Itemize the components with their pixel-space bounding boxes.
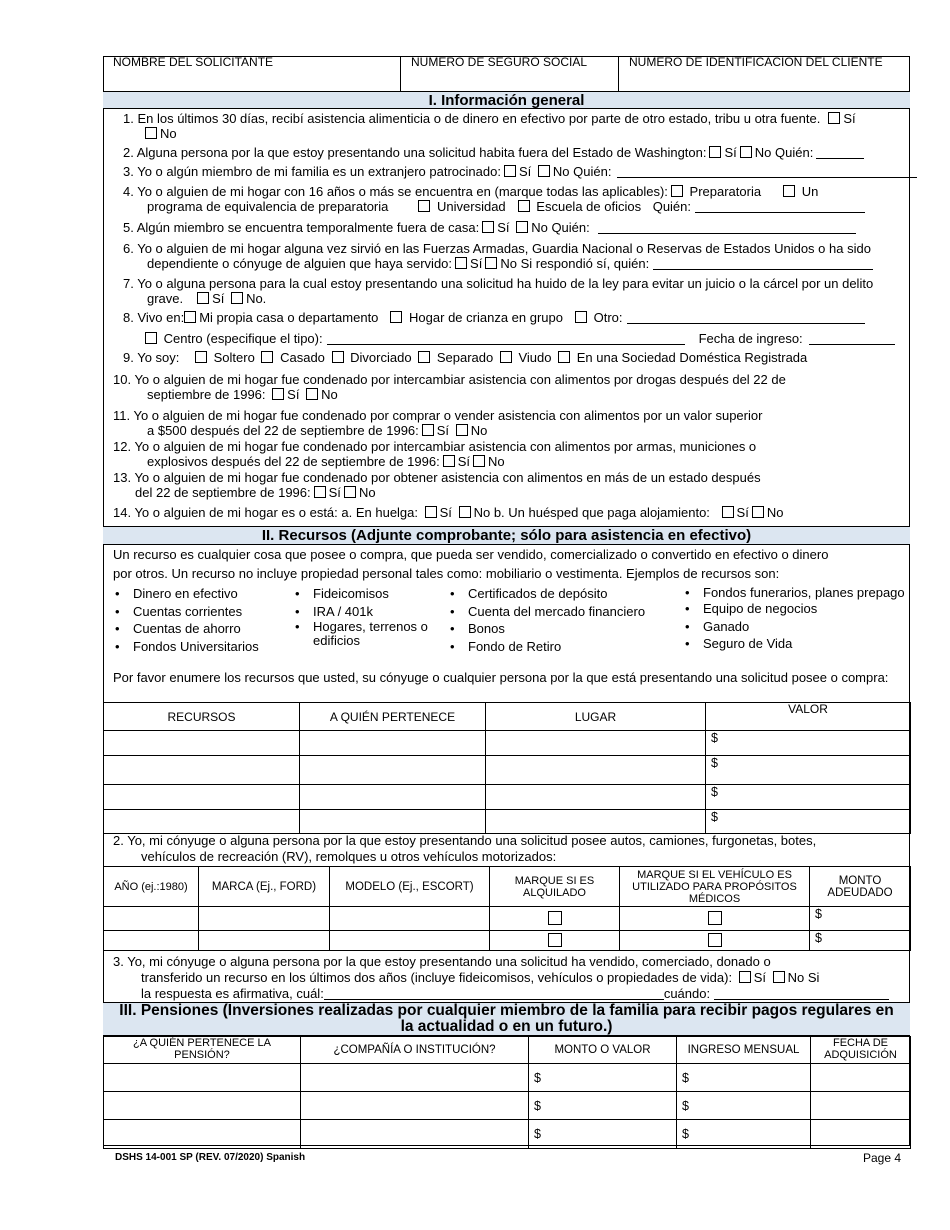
vehicles-question: 2. Yo, mi cónyuge o alguna persona por la que estoy presentando una solicitud posee autos, camiones, furgonetas, botes, (113, 833, 817, 848)
example-item: • Fondos Universitarios (113, 638, 288, 656)
pension-value-cell[interactable] (529, 1120, 677, 1149)
q8-line2 (145, 331, 950, 346)
acquisition-date-cell[interactable] (811, 1120, 911, 1149)
q14b-yes-label: Sí (736, 505, 749, 520)
q7-text-2: grave. (147, 291, 184, 306)
table-row (104, 1064, 911, 1092)
owner-cell[interactable] (300, 731, 486, 756)
q4-prep-label: Preparatoria (689, 184, 762, 199)
institution-cell[interactable] (301, 1064, 529, 1092)
q5-no-checkbox[interactable] (516, 221, 528, 233)
make-header: MARCA (Ej., FORD) (199, 867, 330, 907)
q10-yes-checkbox[interactable] (272, 388, 284, 400)
q6-line2 (147, 256, 950, 271)
transfer-question-3 (141, 986, 948, 1001)
section-1-title: I. Información general (103, 91, 910, 109)
example-item: • Cuentas corrientes (113, 603, 288, 621)
monthly-income-cell[interactable] (677, 1092, 811, 1120)
q1-no (145, 126, 910, 141)
form-identifier: DSHS 14-001 SP (REV. 07/2020) Spanish (115, 1152, 306, 1163)
section-2-intro-1: Un recurso es cualquier cosa que posee o compra, que pueda ser vendido, comercializado o convertido en efectivo o dinero (113, 547, 829, 562)
q2-text: 2. Alguna persona por la que estoy presentando una solicitud habita fuera del Estado de Washington: (123, 145, 707, 160)
q14-text: 14. Yo o alguien de mi hogar es o está: a. En huelga: (113, 505, 419, 520)
transfer-question-text: transferido un recurso en los últimos dos años (incluye fideicomisos, vehículos o propiedades de vida): (141, 970, 733, 985)
q3-yes-checkbox[interactable] (504, 165, 516, 177)
q1-no-checkbox[interactable] (145, 127, 157, 139)
location-cell[interactable] (486, 810, 706, 834)
q1 (123, 111, 910, 126)
example-item: • Dinero en efectivo (113, 585, 288, 603)
pension-owner-cell[interactable] (104, 1120, 301, 1149)
q12-no-label: No (488, 454, 505, 469)
q6-no-label: No (500, 256, 517, 271)
transfer-yes-label: Sí (753, 970, 767, 985)
q9-divorced-label: Divorciado (350, 350, 412, 365)
q4-prep-checkbox[interactable] (671, 185, 683, 197)
example-item: • Fideicomisos (293, 585, 443, 603)
q2-no-checkbox[interactable] (740, 146, 752, 158)
value-cell[interactable] (706, 810, 911, 834)
q10-text-2: septiembre de 1996: (147, 387, 266, 402)
page-number: Page 4 (863, 1151, 902, 1165)
transfer-no-checkbox[interactable] (773, 971, 785, 983)
section-2-title: II. Recursos (Adjunte comprobante; sólo para asistencia en efectivo) (103, 526, 910, 545)
pension-owner-cell[interactable] (104, 1092, 301, 1120)
example-item: • Hogares, terrenos o edificios (293, 620, 443, 648)
transfer-when-label: cuándo: (663, 986, 711, 1001)
q14 (113, 505, 920, 520)
section-2-intro-2: por otros. Un recurso no incluye propiedad personal tales como: mobiliario o vestimenta. Ejemplos de recursos son: (113, 566, 780, 581)
pension-value-header: MONTO O VALOR (529, 1037, 677, 1064)
model-header: MODELO (Ej., ESCORT) (330, 867, 490, 907)
q6-yes-label: Sí (470, 256, 483, 271)
q3-no-checkbox[interactable] (538, 165, 550, 177)
q9-text: 9. Yo soy: (123, 350, 180, 365)
owner-header: A QUIÉN PERTENECE (300, 703, 486, 731)
table-row (104, 1092, 911, 1120)
example-item: • Fondo de Retiro (448, 638, 673, 656)
q12-yes-label: Sí (457, 454, 470, 469)
dollar-sign: $ (682, 1070, 689, 1085)
transfer-si-label: Si (807, 970, 820, 985)
monthly-income-cell[interactable] (677, 1064, 811, 1092)
q4-text: 4. Yo o alguien de mi hogar con 16 años o más se encuentra en (marque todas las aplicables): (123, 184, 668, 199)
q5-who-label: Quién: (551, 220, 590, 235)
q7-yes-label: Sí (212, 291, 225, 306)
q14b-no-checkbox[interactable] (752, 506, 764, 518)
q13-line2 (135, 485, 942, 500)
q9-partnership-checkbox[interactable] (558, 351, 570, 363)
q13 (113, 470, 920, 485)
q10 (113, 372, 920, 387)
q10-yes-label: Sí (287, 387, 300, 402)
q10-no-checkbox[interactable] (306, 388, 318, 400)
transfer-which-label: la respuesta es afirmativa, cuál: (141, 986, 324, 1001)
client-id-field[interactable] (619, 56, 910, 91)
q14b-no-label: No (766, 505, 784, 520)
transfer-yes-checkbox[interactable] (739, 971, 751, 983)
owner-cell[interactable] (300, 756, 486, 785)
q6 (123, 241, 930, 256)
q9-widowed-label: Viudo (518, 350, 552, 365)
amount-owed-cell[interactable] (810, 931, 911, 951)
q7-no-checkbox[interactable] (231, 292, 243, 304)
table-row (104, 785, 911, 810)
q6-no-checkbox[interactable] (485, 257, 497, 269)
q12-text: 12. Yo o alguien de mi hogar fue condenado por intercambiar asistencia con alimentos por armas, municiones o (113, 439, 757, 454)
dollar-sign: $ (815, 907, 822, 921)
q8 (123, 310, 930, 325)
q2-yes-checkbox[interactable] (709, 146, 721, 158)
q6-text: 6. Yo o alguien de mi hogar alguna vez sirvió en las Fuerzas Armadas, Guardia Nacional o Reservas de Estados Unidos o ha sido (123, 241, 871, 256)
model-cell[interactable] (330, 931, 490, 951)
dollar-sign: $ (682, 1127, 689, 1141)
form-page (103, 56, 910, 1146)
q9-partnership-label: En una Sociedad Doméstica Registrada (576, 350, 808, 365)
transfer-question: 3. Yo, mi cónyuge o alguna persona por la que estoy presentando una solicitud ha vendido, comerciado, donado o (113, 954, 771, 969)
example-item: • Certificados de depósito (448, 585, 673, 603)
medical-use-checkbox[interactable] (708, 911, 722, 925)
q11-text: 11. Yo o alguien de mi hogar fue condenado por comprar o vender asistencia con alimentos por un valor superior (113, 408, 763, 423)
pension-value-cell[interactable] (529, 1064, 677, 1092)
q9-separated-checkbox[interactable] (418, 351, 430, 363)
leased-checkbox[interactable] (548, 911, 562, 925)
q1-yes-label: Sí (843, 111, 856, 126)
q11 (113, 408, 920, 423)
example-item: • Equipo de negocios (683, 600, 908, 618)
amount-owed-header: MONTO ADEUDADO (810, 867, 911, 907)
institution-cell[interactable] (301, 1092, 529, 1120)
examples-col-3 (448, 585, 673, 655)
table-row (104, 1120, 911, 1149)
q4-who-label: Quién: (652, 199, 692, 214)
q14a-yes-label: Sí (439, 505, 452, 520)
q9-married-checkbox[interactable] (261, 351, 273, 363)
q2-no-label: No (754, 145, 772, 160)
transfer-question-2 (141, 970, 948, 985)
q14a-no-label: No (473, 505, 491, 520)
q8-date-label: Fecha de ingreso: (698, 331, 803, 346)
model-cell[interactable] (330, 907, 490, 931)
pension-owner-cell[interactable] (104, 1064, 301, 1092)
q8-center-input[interactable] (327, 333, 685, 345)
institution-cell[interactable] (301, 1120, 529, 1149)
location-cell[interactable] (486, 785, 706, 810)
vehicles-table (103, 866, 911, 951)
monthly-income-header: INGRESO MENSUAL (677, 1037, 811, 1064)
q8-own-label: Mi propia casa o departamento (199, 310, 379, 325)
ssn-field[interactable] (401, 56, 619, 91)
q9-single-label: Soltero (213, 350, 255, 365)
monthly-income-cell[interactable] (677, 1120, 811, 1149)
q9-married-label: Casado (280, 350, 325, 365)
q5-yes-checkbox[interactable] (482, 221, 494, 233)
q5 (123, 220, 930, 235)
q9-divorced-checkbox[interactable] (332, 351, 344, 363)
resource-cell[interactable] (104, 810, 300, 834)
dollar-sign: $ (534, 1098, 541, 1113)
owner-cell[interactable] (300, 785, 486, 810)
q9-single-checkbox[interactable] (195, 351, 207, 363)
ssn-label: NUMERO DE SEGURO SOCIAL (411, 56, 588, 69)
table-row (104, 907, 911, 931)
resources-header: RECURSOS (104, 703, 300, 731)
q9-separated-label: Separado (436, 350, 494, 365)
q2-yes-label: Sí (724, 145, 737, 160)
owner-cell[interactable] (300, 810, 486, 834)
value-cell[interactable] (706, 731, 911, 756)
year-header: AÑO (ej.:1980) (104, 867, 199, 907)
q6-who-input[interactable] (653, 258, 873, 270)
dollar-sign: $ (711, 731, 718, 745)
pension-owner-header: ¿A QUIÉN PERTENECE LA PENSIÓN? (104, 1037, 301, 1064)
q4 (123, 184, 930, 199)
q10-no-label: No (321, 387, 338, 402)
q11-no-checkbox[interactable] (456, 424, 468, 436)
value-header: VALOR (706, 703, 911, 731)
acquisition-date-cell[interactable] (811, 1092, 911, 1120)
example-item: • Fondos funerarios, planes prepago (683, 585, 908, 600)
q3-who-input[interactable] (617, 166, 917, 178)
q5-who-input[interactable] (598, 222, 856, 234)
q12-line2 (147, 454, 950, 469)
q14a-no-checkbox[interactable] (459, 506, 471, 518)
q11-text-2: a $500 después del 22 de septiembre de 1996: (147, 423, 419, 438)
q1-yes-checkbox[interactable] (828, 112, 840, 124)
make-cell[interactable] (199, 931, 330, 951)
q8-foster-label: Hogar de crianza en grupo (409, 310, 563, 325)
location-cell[interactable] (486, 756, 706, 785)
q11-line2 (147, 423, 950, 438)
pensions-table (103, 1036, 911, 1149)
q3-who-label: Quién: (573, 164, 612, 179)
q1-text: 1. En los últimos 30 días, recibí asistencia alimenticia o de dinero en efectivo por parte de otro estado, tribu u otra fuente. (123, 111, 821, 126)
examples-col-4 (683, 585, 908, 653)
q4-program-label: programa de equivalencia de preparatoria (147, 199, 389, 214)
q14a-yes-checkbox[interactable] (425, 506, 437, 518)
q8-foster-checkbox[interactable] (390, 311, 402, 323)
q14b-text: b. Un huésped que paga alojamiento: (493, 505, 710, 520)
q3-yes-label: Sí (518, 164, 532, 179)
q1-no-label: No (160, 126, 177, 141)
q12-yes-checkbox[interactable] (443, 455, 455, 467)
client-id-label: NUMERO DE IDENTIFICACION DEL CLIENTE (629, 56, 883, 69)
example-item: • IRA / 401k (293, 603, 443, 621)
q4-univ-label: Universidad (437, 199, 506, 214)
q8-other-checkbox[interactable] (575, 311, 587, 323)
q4-trade-checkbox[interactable] (518, 200, 530, 212)
q13-yes-label: Sí (328, 485, 341, 500)
q12-text-2: explosivos después del 22 de septiembre de 1996: (147, 454, 440, 469)
applicant-name-label: NOMBRE DEL SOLICITANTE (113, 56, 274, 69)
applicant-name-field[interactable] (103, 56, 401, 91)
q5-yes-label: Sí (497, 220, 510, 235)
medical-use-header: MARQUE SI EL VEHÍCULO ES UTILIZADO PARA PROPÓSITOS MÉDICOS (620, 867, 810, 907)
q6-text-2: dependiente o cónyuge de alguien que haya servido: (147, 256, 453, 271)
q9-widowed-checkbox[interactable] (500, 351, 512, 363)
transfer-which-input[interactable] (324, 988, 664, 1000)
q5-text: 5. Algún miembro se encuentra temporalmente fuera de casa: (123, 220, 480, 235)
q2-who-input[interactable] (816, 147, 864, 159)
resources-list-prompt: Por favor enumere los recursos que usted, su cónyuge o cualquier persona por la que está presentando una solicitud posee o compra: (113, 670, 889, 685)
q13-no-checkbox[interactable] (344, 486, 356, 498)
q2 (123, 145, 930, 160)
examples-col-1 (113, 585, 288, 655)
acquisition-date-header: FECHA DE ADQUISICIÓN (811, 1037, 911, 1064)
q12 (113, 439, 920, 454)
q4-line2 (147, 199, 950, 214)
q8-center-checkbox[interactable] (145, 332, 157, 344)
q11-yes-checkbox[interactable] (422, 424, 434, 436)
q5-no-label: No (531, 220, 548, 235)
q11-yes-label: Sí (436, 423, 450, 438)
q8-date-input[interactable] (809, 333, 895, 345)
q8-text: 8. Vivo en: (123, 310, 185, 325)
q13-text-2: del 22 de septiembre de 1996: (135, 485, 311, 500)
q11-no-label: No (470, 423, 488, 438)
table-row (104, 756, 911, 785)
q3-no-label: No (552, 164, 570, 179)
pension-value-cell[interactable] (529, 1092, 677, 1120)
make-cell[interactable] (199, 907, 330, 931)
q7 (123, 276, 930, 291)
q3 (123, 164, 930, 179)
dollar-sign: $ (534, 1127, 541, 1141)
section-3-title: III. Pensiones (Inversiones realizadas por cualquier miembro de la familia para recibir pagos regulares en la actualidad o en un futuro.) (103, 1002, 910, 1036)
q4-trade-label: Escuela de oficios (536, 199, 642, 214)
q13-no-label: No (358, 485, 376, 500)
transfer-no-label: No (787, 970, 805, 985)
location-header: LUGAR (486, 703, 706, 731)
vehicles-question-2: vehículos de recreación (RV), remolques u otros vehículos motorizados: (141, 849, 557, 864)
leased-header: MARQUE SI ES ALQUILADO (490, 867, 620, 907)
q10-line2 (147, 387, 950, 402)
example-item: • Seguro de Vida (683, 635, 908, 653)
leased-checkbox[interactable] (548, 933, 562, 947)
q13-yes-checkbox[interactable] (314, 486, 326, 498)
example-item: • Cuentas de ahorro (113, 620, 288, 638)
medical-use-checkbox[interactable] (708, 933, 722, 947)
q4-un-checkbox[interactable] (783, 185, 795, 197)
acquisition-date-cell[interactable] (811, 1064, 911, 1092)
q4-univ-checkbox[interactable] (418, 200, 430, 212)
example-item: • Cuenta del mercado financiero (448, 603, 673, 621)
resource-cell[interactable] (104, 756, 300, 785)
q13-text: 13. Yo o alguien de mi hogar fue condenado por obtener asistencia con alimentos en más de un estado después (113, 470, 761, 485)
value-cell[interactable] (706, 785, 911, 810)
resource-cell[interactable] (104, 731, 300, 756)
dollar-sign: $ (534, 1070, 541, 1085)
q8-other-input[interactable] (627, 312, 865, 324)
q6-who-label: Si respondió sí, quién: (520, 256, 650, 271)
table-row (104, 931, 911, 951)
resources-table (103, 702, 911, 834)
dollar-sign: $ (682, 1098, 689, 1113)
location-cell[interactable] (486, 731, 706, 756)
q7-yes-checkbox[interactable] (197, 292, 209, 304)
dollar-sign: $ (815, 931, 822, 945)
q8-center-label: Centro (especifique el tipo): (163, 331, 323, 346)
examples-col-2 (293, 585, 443, 648)
q8-other-label: Otro: (593, 310, 623, 325)
q7-no-label: No. (246, 291, 267, 306)
q4-who-input[interactable] (695, 201, 865, 213)
q9 (123, 350, 930, 365)
q8-own-checkbox[interactable] (184, 311, 196, 323)
q12-no-checkbox[interactable] (473, 455, 485, 467)
value-cell[interactable] (706, 756, 911, 785)
amount-owed-cell[interactable] (810, 907, 911, 931)
q4-un-label: Un (801, 184, 819, 199)
dollar-sign: $ (711, 785, 718, 799)
q7-line2 (147, 291, 950, 306)
q2-who-label: Quién: (775, 145, 814, 160)
dollar-sign: $ (711, 810, 718, 824)
q14b-yes-checkbox[interactable] (722, 506, 734, 518)
year-cell[interactable] (104, 907, 199, 931)
q6-yes-checkbox[interactable] (455, 257, 467, 269)
year-cell[interactable] (104, 931, 199, 951)
example-item: • Bonos (448, 620, 673, 638)
institution-header: ¿COMPAÑÍA O INSTITUCIÓN? (301, 1037, 529, 1064)
example-item: • Ganado (683, 618, 908, 636)
resource-cell[interactable] (104, 785, 300, 810)
dollar-sign: $ (711, 756, 718, 770)
q3-text: 3. Yo o algún miembro de mi familia es un extranjero patrocinado: (123, 164, 501, 179)
table-row (104, 810, 911, 834)
table-row (104, 731, 911, 756)
q10-text: 10. Yo o alguien de mi hogar fue condenado por intercambiar asistencia con alimentos por drogas después del 22 de (113, 372, 786, 387)
q7-text: 7. Yo o alguna persona para la cual estoy presentando una solicitud ha huido de la ley para evitar un juicio o la cárcel por un delito (123, 276, 874, 291)
transfer-when-input[interactable] (714, 988, 889, 1000)
